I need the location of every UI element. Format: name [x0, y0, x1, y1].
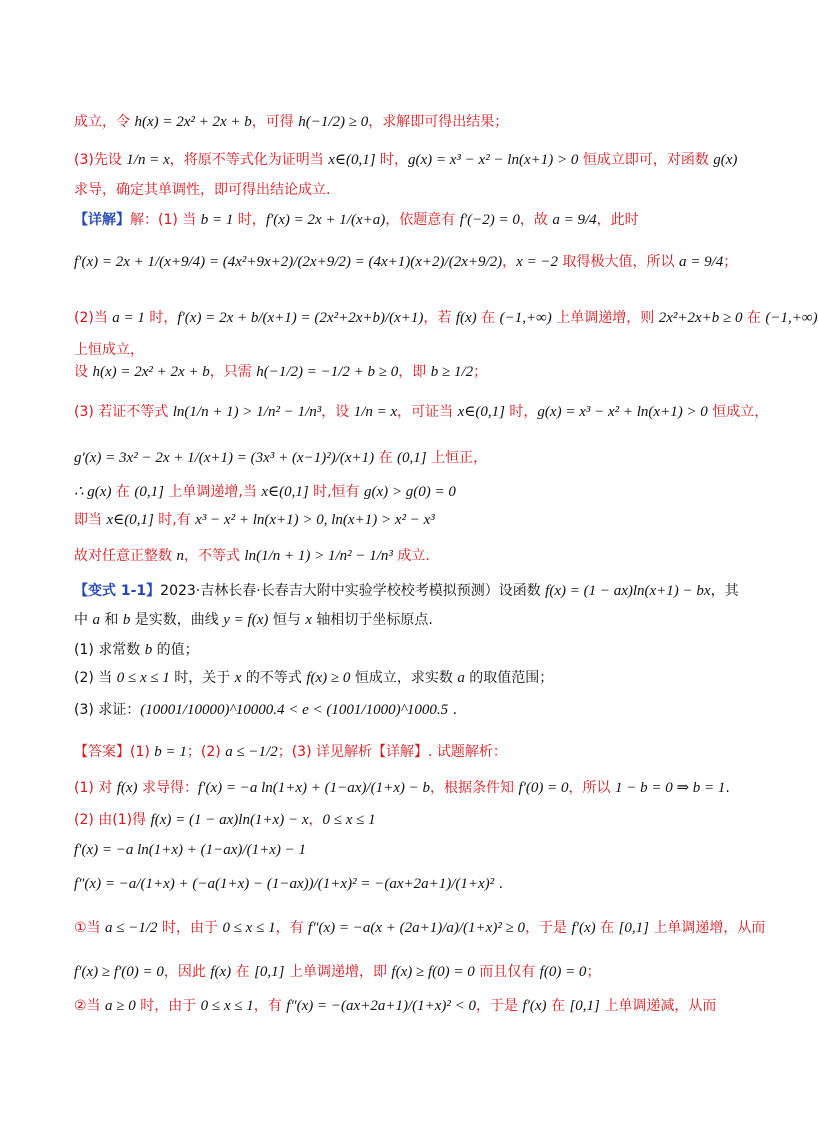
math-expression: f(x) = (1 − ax)ln(x+1) − bx	[545, 583, 711, 599]
math-expression: f′(x)	[522, 998, 547, 1014]
math-expression: f(x) ≥ f(0) = 0	[391, 964, 475, 980]
text-segment: .	[725, 780, 730, 796]
math-expression: ln(1/n + 1) > 1/n² − 1/n³	[172, 404, 322, 420]
text-segment: (1) 求常数	[74, 642, 145, 658]
math-expression: [0,1]	[618, 920, 649, 936]
math-expression: b = 1	[154, 744, 187, 760]
text-segment: 【变式 1-1】	[74, 583, 161, 599]
math-expression: h(x) = 2x² + 2x + b	[92, 364, 210, 380]
math-expression: f′(0) = 0	[518, 780, 569, 796]
text-segment: 2023·吉林长春·长春吉大附中实验学校校考模拟预测）设函数	[160, 583, 546, 599]
math-expression: f(x) = (1 − ax)ln(1+x) − x	[150, 812, 309, 828]
text-segment: (1) 对	[74, 780, 117, 796]
math-expression: f(x)	[455, 310, 477, 326]
math-expression: b = 1	[200, 212, 234, 228]
text-segment: 即当	[74, 512, 107, 528]
text-segment: 恒与	[268, 612, 306, 628]
text-line	[74, 402, 769, 422]
text-segment: 时，	[504, 404, 538, 420]
text-segment: 的不等式	[241, 670, 307, 686]
text-line	[74, 150, 760, 170]
math-expression: f″(x) = −(ax+2a+1)/(1+x)² < 0	[286, 998, 476, 1014]
math-expression: [0,1]	[254, 964, 285, 980]
text-line	[74, 610, 760, 630]
math-expression: a	[457, 670, 465, 686]
math-expression: f(0) = 0	[539, 964, 587, 980]
math-expression: f″(x) = −a/(1+x) + (−a(1+x) − (1−ax))/(1+x)² = −(ax+2a+1)/(1+x)²	[74, 876, 495, 892]
text-segment: ，若	[423, 310, 456, 326]
math-expression: f′(x) = 2x + b/(x+1) = (2x²+2x+b)/(x+1)	[177, 310, 424, 326]
text-segment: 在	[231, 964, 255, 980]
text-segment: 取得极大值，所以	[558, 254, 679, 270]
math-expression: g(x) = x³ − x² + ln(x+1) > 0	[537, 404, 708, 420]
text-segment: 上单调递增，则	[551, 310, 659, 326]
math-expression: f′(x) = −a ln(1+x) + (1−ax)/(1+x) − 1	[74, 842, 306, 858]
text-line	[74, 340, 760, 360]
text-line	[74, 482, 760, 502]
text-segment: ；(3) 详见解析	[277, 744, 372, 760]
text-line	[74, 668, 760, 688]
text-line	[74, 546, 760, 566]
math-expression: h(−1/2) = −1/2 + b ≥ 0	[256, 364, 399, 380]
math-expression: (0,1]	[397, 450, 427, 466]
math-expression: 0 ≤ x ≤ 1	[222, 920, 276, 936]
text-segment: ，故	[519, 212, 553, 228]
text-line	[74, 112, 760, 132]
text-segment: 时，	[233, 212, 266, 228]
text-segment: (3) 求证：	[74, 702, 141, 718]
text-segment: 时，由于	[135, 998, 201, 1014]
text-segment: ，于是	[525, 920, 572, 936]
text-segment: 在	[546, 998, 570, 1014]
text-line	[74, 180, 760, 200]
text-segment: 设	[74, 364, 93, 380]
text-segment: 上单调递增，从而	[648, 920, 766, 936]
text-segment: ，	[308, 812, 323, 828]
text-segment: 在	[476, 310, 500, 326]
text-segment: 【答案】	[74, 744, 130, 760]
text-segment: 恒成立，求实数	[350, 670, 458, 686]
text-line	[74, 918, 766, 938]
text-segment: ，依题意有	[385, 212, 460, 228]
text-segment: 时,恒有	[308, 484, 365, 500]
text-segment: 的值；	[152, 642, 199, 658]
text-segment: 上单调递增,当	[163, 484, 262, 500]
math-expression: (10001/10000)^10000.4 < e < (1001/1000)^1000.5	[140, 702, 449, 718]
math-expression: x	[305, 612, 312, 628]
math-expression: x	[234, 670, 242, 686]
text-segment: 【详解】	[372, 744, 428, 760]
text-segment: 在	[111, 484, 135, 500]
text-segment: ，求解即可得出结果；	[368, 114, 509, 130]
text-segment: (2)当	[74, 310, 113, 326]
text-segment: 时，	[375, 152, 408, 168]
text-segment: 上恒正，	[426, 450, 488, 466]
text-segment: 而且仅有	[474, 964, 540, 980]
math-expression: g(x) = x³ − x² − ln(x+1) > 0	[407, 152, 579, 168]
text-segment: ；	[473, 364, 488, 380]
math-expression: a = 9/4	[678, 254, 724, 270]
text-segment: .	[448, 702, 458, 718]
text-segment: ，于是	[476, 998, 523, 1014]
text-line	[74, 810, 760, 830]
math-expression: 1 − b = 0 ⇒ b = 1	[614, 780, 726, 796]
math-expression: f(x)	[210, 964, 232, 980]
math-expression: a = 1	[112, 310, 145, 326]
math-expression: f′(x)	[571, 920, 596, 936]
text-line	[74, 778, 760, 798]
math-expression: [0,1]	[569, 998, 600, 1014]
text-line	[74, 362, 760, 382]
text-line	[74, 308, 818, 328]
text-line	[74, 581, 760, 601]
text-segment: 成立，令	[74, 114, 135, 130]
text-line	[74, 874, 760, 894]
math-expression: 1/n = x	[353, 404, 398, 420]
text-segment: 求导，确定其单调性，即可得出结论成立.	[74, 182, 331, 198]
math-expression: f′(x) = −a ln(1+x) + (1−ax)/(1+x) − b	[198, 780, 430, 796]
math-expression: 0 ≤ x ≤ 1	[116, 670, 170, 686]
text-line	[74, 700, 760, 720]
text-line	[74, 996, 760, 1016]
math-expression: x∈(0,1]	[106, 512, 154, 528]
math-expression: ln(1/n + 1) > 1/n² − 1/n³	[244, 548, 393, 564]
text-line	[74, 210, 760, 230]
text-segment: 时，由于	[157, 920, 223, 936]
text-segment: (1)	[130, 744, 155, 760]
text-segment: 在	[742, 310, 766, 326]
text-segment: 时，	[144, 310, 178, 326]
text-segment: 在	[595, 920, 619, 936]
text-segment: ，	[502, 254, 517, 270]
math-expression: x³ − x² + ln(x+1) > 0, ln(x+1) > x² − x³	[195, 512, 435, 528]
text-line	[74, 962, 760, 982]
text-segment: (3) 若证不等式	[74, 404, 173, 420]
text-segment: ，可得	[251, 114, 299, 130]
text-line	[74, 448, 760, 468]
math-expression: 2x²+2x+b ≥ 0	[658, 310, 743, 326]
math-expression: f″(x) = −a(x + (2a+1)/a)/(1+x)² ≥ 0	[308, 920, 526, 936]
text-segment: 上单调递减，从而	[599, 998, 717, 1014]
text-segment: 上恒成立，	[74, 342, 144, 358]
text-line	[74, 840, 760, 860]
math-expression: b	[122, 612, 131, 628]
text-segment: 时，关于	[169, 670, 235, 686]
text-segment: 【详解】	[74, 212, 130, 228]
math-expression: g(x)	[713, 152, 738, 168]
text-line	[74, 252, 760, 272]
text-segment: 恒成立，	[707, 404, 769, 420]
text-segment: ，有	[275, 920, 309, 936]
math-expression: g′(x) = 3x² − 2x + 1/(x+1) = (3x³ + (x−1)²)/(x+1)	[74, 450, 375, 466]
text-segment: 是实数，曲线	[130, 612, 224, 628]
math-expression: a ≤ −1/2	[105, 920, 158, 936]
text-line	[74, 640, 760, 660]
text-line	[74, 510, 760, 530]
text-segment: ，设	[321, 404, 354, 420]
math-expression: n	[176, 548, 184, 564]
text-segment: 的取值范围；	[464, 670, 554, 686]
text-segment: .	[494, 876, 504, 892]
math-expression: f(x)	[116, 780, 138, 796]
math-expression: 1/n = x	[126, 152, 170, 168]
text-segment: ；	[586, 964, 601, 980]
text-segment: ；	[723, 254, 738, 270]
text-segment: 解：(1) 当	[130, 212, 201, 228]
text-segment: 在	[374, 450, 398, 466]
text-segment: ，所以	[568, 780, 615, 796]
text-segment: ；(2)	[186, 744, 226, 760]
text-segment: ，因此	[163, 964, 211, 980]
math-expression: b ≥ 1/2	[430, 364, 474, 380]
math-expression: f′(x) = 2x + 1/(x+a)	[265, 212, 386, 228]
math-expression: b	[144, 642, 153, 658]
math-expression: y = f(x)	[223, 612, 269, 628]
math-expression: 0 ≤ x ≤ 1	[322, 812, 376, 828]
text-segment: ，有	[253, 998, 287, 1014]
math-expression: (0,1]	[134, 484, 164, 500]
text-segment: ②当	[74, 998, 106, 1014]
math-expression: a = 9/4	[552, 212, 597, 228]
text-segment: 时,有	[153, 512, 196, 528]
text-segment: ，即	[398, 364, 431, 380]
text-segment: ，将原不等式化为证明当	[169, 152, 329, 168]
math-expression: g(x) > g(0) = 0	[364, 484, 456, 500]
math-expression: (−1,+∞)	[765, 310, 818, 326]
text-segment: ，只需	[209, 364, 257, 380]
math-expression: ∴ g(x)	[74, 484, 112, 500]
math-expression: f(x) ≥ 0	[306, 670, 351, 686]
text-segment: ①当	[74, 920, 106, 936]
math-expression: (−1,+∞)	[499, 310, 552, 326]
text-segment: 上单调递增，即	[284, 964, 392, 980]
math-expression: a ≥ 0	[105, 998, 136, 1014]
text-segment: 成立.	[392, 548, 430, 564]
math-expression: h(x) = 2x² + 2x + b	[134, 114, 252, 130]
text-segment: . 试题解析：	[428, 744, 507, 760]
math-expression: x∈(0,1]	[261, 484, 309, 500]
text-segment: 恒成立即可，对函数	[578, 152, 714, 168]
text-segment: 和	[99, 612, 123, 628]
text-segment: ，根据条件知	[430, 780, 519, 796]
text-segment: ，此时	[596, 212, 639, 228]
text-segment: 求导得：	[137, 780, 199, 796]
text-segment: 中	[74, 612, 93, 628]
math-expression: f′(−2) = 0	[459, 212, 520, 228]
math-expression: h(−1/2) ≥ 0	[298, 114, 369, 130]
math-expression: a	[92, 612, 100, 628]
text-segment: ，可证当	[397, 404, 458, 420]
math-expression: 0 ≤ x ≤ 1	[200, 998, 254, 1014]
text-segment: ，不等式	[183, 548, 245, 564]
math-expression: f′(x) ≥ f′(0) = 0	[74, 964, 164, 980]
math-expression: x∈(0,1]	[457, 404, 505, 420]
text-segment: 故对任意正整数	[74, 548, 177, 564]
math-expression: x = −2	[516, 254, 559, 270]
text-segment: 轴相切于坐标原点.	[311, 612, 433, 628]
math-expression: f′(x) = 2x + 1/(x+9/4) = (4x²+9x+2)/(2x+9/2) = (4x+1)(x+2)/(2x+9/2)	[74, 254, 503, 270]
text-segment: ，其	[710, 583, 739, 599]
text-segment: (2) 由(1)得	[74, 812, 151, 828]
text-segment: (3)先设	[74, 152, 127, 168]
math-expression: x∈(0,1]	[328, 152, 376, 168]
text-line	[74, 742, 760, 762]
text-segment: (2) 当	[74, 670, 117, 686]
math-expression: a ≤ −1/2	[225, 744, 278, 760]
